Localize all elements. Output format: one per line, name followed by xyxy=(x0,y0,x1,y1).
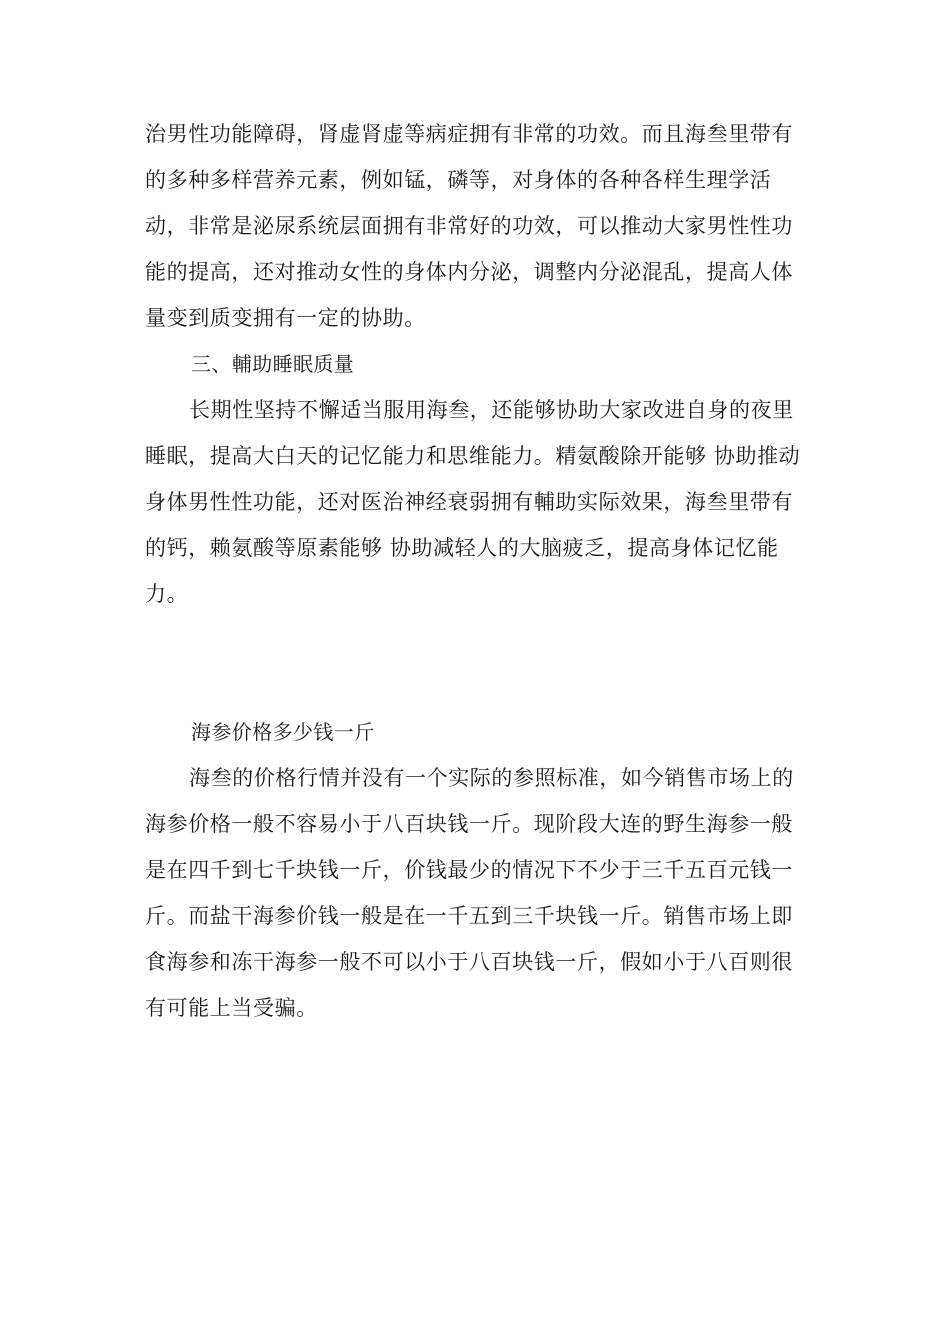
document-body xyxy=(145,111,810,1031)
section-heading-sleep: 三、輔助睡眠质量 xyxy=(191,352,355,376)
section-heading-price: 海参价格多少钱一斤 xyxy=(191,720,375,744)
paragraph-price: 海叁的价格行情并没有一个实际的参照标准，如今销售市场上的海参价格一般不容易小于八百块钱一斤。现阶段大连的野生海参一般是在四千到七千块钱一斤，价钱最少的情况下不少于三千五百元钱一斤。而盐干海参价钱一般是在一千五到三千块钱一斤。销售市场上即食海参和冻干海参一般不可以小于八百块钱一斤，假如小于八百则很有可能上当受骗。 xyxy=(145,766,794,1020)
spacer xyxy=(145,617,810,709)
paragraph-continued: 治男性功能障碍，肾虚肾虚等病症拥有非常的功效。而且海叁里带有的多种多样营养元素，例如锰，磷等，对身体的各种各样生理学活动，非常是泌尿系统层面拥有非常好的功效，可以推动大家男性性功能的提高，还对推动女性的身体内分泌，调整内分泌混乱，提高人体量变到质变拥有一定的协助。 xyxy=(145,122,793,330)
paragraph-sleep: 长期性坚持不懈适当服用海叁，还能够协助大家改进自身的夜里睡眠，提高大白天的记忆能力和思维能力。精氨酸除开能够 协助推动身体男性性功能，还对医治神经衰弱拥有輔助实际效果，海叁里带有的钙，赖氨酸等原素能够 协助减轻人的大脑疲乏，提高身体记忆能力。 xyxy=(145,398,801,606)
